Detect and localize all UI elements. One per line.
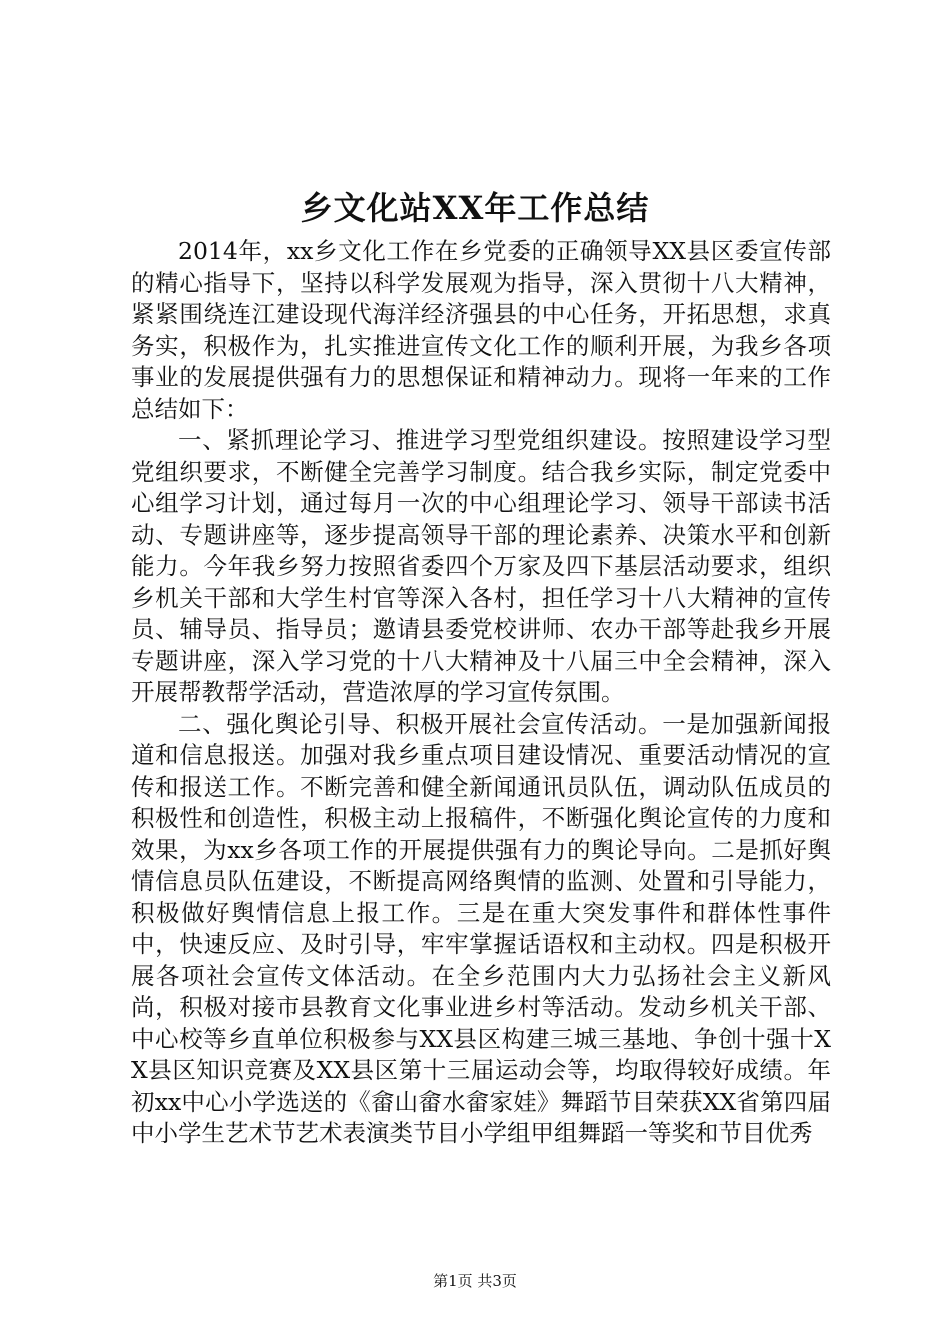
document-title: 乡文化站XX年工作总结 bbox=[300, 189, 650, 227]
paragraph-section-2: 二、强化舆论引导、积极开展社会宣传活动。一是加强新闻报道和信息报送。加强对我乡重点项目建设情况、重要活动情况的宣传和报送工作。不断完善和健全新闻通讯员队伍，调动队伍成员的积极性和创造性，积极主动上报稿件，不断强化舆论宣传的力度和效果，为xx乡各项工作的开展提供强有力的舆论导向。二是抓好舆情信息员队伍建设，不断提高网络舆情的监测、处置和引导能力，积极做好舆情信息上报工作。三是在重大突发事件和群体性事件中，快速反应、及时引导，牢牢掌握话语权和主动权。四是积极开展各项社会宣传文体活动。在全乡范围内大力弘扬社会主义新风尚，积极对接市县教育文化事业进乡村等活动。发动乡机关干部、中心校等乡直单位积极参与XX县区构建三城三基地、争创十强十XX县区知识竞赛及XX县区第十三届运动会等，均取得较好成绩。年初xx中心小学选送的《畲山畲水畲家娃》舞蹈节目荣获XX省第四届中小学生艺术节艺术表演类节目小学组甲组舞蹈一等奖和节目优秀 bbox=[131, 709, 831, 1147]
document-body bbox=[131, 236, 831, 1150]
paragraph-section-1: 一、紧抓理论学习、推进学习型党组织建设。按照建设学习型党组织要求，不断健全完善学习制度。结合我乡实际，制定党委中心组学习计划，通过每月一次的中心组理论学习、领导干部读书活动、专题讲座等，逐步提高领导干部的理论素养、决策水平和创新能力。今年我乡努力按照省委四个万家及四下基层活动要求，组织乡机关干部和大学生村官等深入各村，担任学习十八大精神的宣传员、辅导员、指导员；邀请县委党校讲师、农办干部等赴我乡开展专题讲座，深入学习党的十八大精神及十八届三中全会精神，深入开展帮教帮学活动，营造浓厚的学习宣传氛围。 bbox=[131, 426, 831, 706]
paragraph-intro: 2014年，xx乡文化工作在乡党委的正确领导XX县区委宣传部的精心指导下，坚持以科学发展观为指导，深入贯彻十八大精神，紧紧围绕连江建设现代海洋经济强县的中心任务，开拓思想，求真务实，积极作为，扎实推进宣传文化工作的顺利开展，为我乡各项事业的发展提供强有力的思想保证和精神动力。现将一年来的工作总结如下： bbox=[131, 237, 831, 423]
page-number-footer: 第1页 共3页 bbox=[433, 1272, 517, 1290]
